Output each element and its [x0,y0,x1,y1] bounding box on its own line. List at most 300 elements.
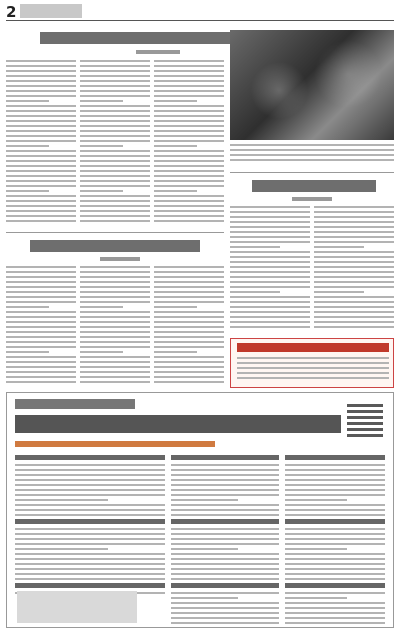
text-line [15,504,165,506]
banner-col-1 [15,455,165,587]
text-line [80,80,150,82]
text-line [285,563,385,565]
text-line [285,528,385,530]
text-line [80,326,150,328]
text-line [80,381,150,383]
text-line [230,149,394,151]
text-line [6,75,76,77]
text-line [80,95,150,97]
text-line [285,578,385,580]
banner-col-3 [285,455,385,615]
text-line [171,622,279,624]
text-line [80,75,150,77]
text-line [80,90,150,92]
text-line [154,150,224,152]
text-line [80,346,150,348]
text-line [6,140,76,142]
text-line [230,271,310,273]
text-line [314,251,394,253]
text-line [154,120,224,122]
text-line [6,286,76,288]
text-line [230,291,280,293]
text-line [80,286,150,288]
text-line [314,236,394,238]
text-line [154,200,224,202]
text-line [6,165,76,167]
text-line [6,326,76,328]
text-line [15,568,165,570]
text-line [15,528,165,530]
text-line [314,216,394,218]
text-line [230,206,310,208]
text-line [6,306,49,308]
text-line [6,115,76,117]
lead-headline [40,32,230,44]
text-line [15,489,165,491]
text-line [80,301,150,303]
text-line [6,381,76,383]
text-line [285,455,385,460]
text-line [230,326,310,328]
text-line [80,195,150,197]
text-line [171,568,279,570]
text-line [171,509,279,511]
text-line [80,220,150,222]
text-line [154,145,197,147]
award-body-col-1 [230,206,310,334]
text-line [80,185,150,187]
text-line [154,266,224,268]
qr-code-icon [347,401,383,437]
text-line [230,301,310,303]
text-line [230,154,394,156]
text-line [314,311,394,313]
ad-title [237,343,389,352]
text-line [285,509,385,511]
text-line [15,474,165,476]
text-line [6,80,76,82]
text-line [230,296,310,298]
text-line [15,563,165,565]
text-line [80,361,150,363]
text-line [6,100,49,102]
lead-byline [136,50,180,54]
text-line [154,160,224,162]
text-line [80,165,150,167]
text-line [171,469,279,471]
text-line [80,100,123,102]
news-photo [230,30,394,140]
text-line [314,296,394,298]
text-line [285,499,347,501]
text-line [171,504,279,506]
text-line [6,215,76,217]
text-line [230,221,310,223]
text-line [80,316,150,318]
text-line [80,200,150,202]
text-line [285,568,385,570]
text-line [80,155,150,157]
text-line [15,583,165,588]
students-body-col-3 [154,266,224,386]
masthead [6,3,394,21]
text-line [171,607,279,609]
text-line [154,210,224,212]
students-body-col-2 [80,266,150,386]
text-line [314,221,394,223]
text-line [314,266,394,268]
text-line [80,115,150,117]
lead-body-col-1 [6,60,76,225]
text-line [171,563,279,565]
text-line [285,543,385,545]
text-line [171,538,279,540]
text-line [6,296,76,298]
text-line [230,226,310,228]
text-line [171,617,279,619]
text-line [230,276,310,278]
text-line [154,135,224,137]
paper-name [0,0,1,1]
text-line [154,140,224,142]
text-line [80,135,150,137]
text-line [171,548,238,550]
text-line [6,155,76,157]
text-line [6,271,76,273]
text-line [154,321,224,323]
text-line [154,125,224,127]
text-line [237,377,389,379]
divider [230,172,394,173]
award-body-col-2 [314,206,394,334]
text-line [80,271,150,273]
text-line [15,514,165,516]
text-line [230,144,394,146]
text-line [154,170,224,172]
text-line [285,484,385,486]
text-line [230,311,310,313]
text-line [80,351,123,353]
text-line [237,372,389,374]
text-line [230,316,310,318]
text-line [6,371,76,373]
text-line [314,321,394,323]
text-line [154,311,224,313]
text-line [80,130,150,132]
text-line [154,291,224,293]
text-line [6,130,76,132]
text-line [314,306,394,308]
text-line [285,489,385,491]
text-line [314,226,394,228]
text-line [6,70,76,72]
text-line [6,331,76,333]
text-line [171,553,279,555]
text-line [80,341,150,343]
text-line [6,120,76,122]
text-line [80,205,150,207]
text-line [15,484,165,486]
text-line [15,494,165,496]
text-line [154,286,224,288]
text-line [154,336,224,338]
text-line [80,276,150,278]
text-line [285,494,385,496]
text-line [6,105,76,107]
text-line [154,105,224,107]
text-line [154,281,224,283]
text-line [171,494,279,496]
text-line [6,185,76,187]
text-line [171,592,279,594]
text-line [80,125,150,127]
text-line [154,341,224,343]
text-line [80,65,150,67]
lead-body-col-3 [154,60,224,225]
banner-col-2 [171,455,279,615]
text-line [154,351,197,353]
text-line [80,190,123,192]
text-line [6,366,76,368]
text-line [230,211,310,213]
text-line [314,326,394,328]
text-line [314,261,394,263]
text-line [154,65,224,67]
text-line [171,464,279,466]
text-line [285,607,385,609]
text-line [285,474,385,476]
text-line [15,469,165,471]
text-line [6,346,76,348]
text-line [230,231,310,233]
text-line [80,266,150,268]
text-line [285,553,385,555]
students-byline [100,257,140,261]
text-line [230,321,310,323]
text-line [6,200,76,202]
text-line [15,538,165,540]
text-line [154,100,197,102]
text-line [15,543,165,545]
text-line [154,95,224,97]
text-line [80,170,150,172]
text-line [80,296,150,298]
text-line [154,346,224,348]
text-line [80,160,150,162]
text-line [171,499,238,501]
text-line [80,180,150,182]
text-line [80,175,150,177]
text-line [80,291,150,293]
text-line [230,286,310,288]
text-line [15,578,165,580]
text-line [230,236,310,238]
text-line [171,543,279,545]
text-line [171,484,279,486]
text-line [80,70,150,72]
text-line [285,558,385,560]
text-line [230,256,310,258]
text-line [285,597,347,599]
text-line [285,519,385,524]
banner-headline [15,415,341,433]
text-line [154,185,224,187]
text-line [6,316,76,318]
text-line [285,548,347,550]
text-line [154,361,224,363]
text-line [6,361,76,363]
text-line [6,170,76,172]
text-line [154,115,224,117]
text-line [6,145,49,147]
text-line [6,341,76,343]
text-line [154,331,224,333]
text-line [285,602,385,604]
ad-body [237,357,389,385]
text-line [285,479,385,481]
text-line [6,321,76,323]
text-line [171,474,279,476]
text-line [285,464,385,466]
text-line [154,316,224,318]
text-line [154,165,224,167]
text-line [15,479,165,481]
text-line [230,261,310,263]
text-line [154,301,224,303]
text-line [285,538,385,540]
text-line [314,246,364,248]
text-line [6,180,76,182]
text-line [171,528,279,530]
text-line [314,271,394,273]
text-line [15,519,165,524]
text-line [6,195,76,197]
text-line [154,190,197,192]
text-line [154,276,224,278]
text-line [6,311,76,313]
text-line [15,573,165,575]
text-line [6,190,49,192]
text-line [285,573,385,575]
text-line [154,220,224,222]
text-line [285,622,385,624]
text-line [171,533,279,535]
text-line [6,336,76,338]
text-line [80,321,150,323]
text-line [171,489,279,491]
page-number: 2 [6,3,17,21]
text-line [154,80,224,82]
text-line [154,371,224,373]
photo-caption [230,144,394,168]
text-line [80,376,150,378]
text-line [6,281,76,283]
text-line [171,558,279,560]
text-line [80,336,150,338]
text-line [154,296,224,298]
text-line [285,592,385,594]
text-line [314,291,364,293]
text-line [6,135,76,137]
text-line [314,241,394,243]
text-line [154,271,224,273]
text-line [154,366,224,368]
banner-kicker [15,399,135,409]
text-line [285,514,385,516]
text-line [80,366,150,368]
text-line [6,110,76,112]
text-line [154,110,224,112]
students-headline [30,240,200,252]
text-line [314,206,394,208]
text-line [171,612,279,614]
text-line [154,326,224,328]
text-line [80,85,150,87]
text-line [6,376,76,378]
text-line [171,602,279,604]
text-line [80,331,150,333]
text-line [230,246,280,248]
text-line [171,597,238,599]
divider [6,232,224,233]
text-line [15,558,165,560]
text-line [171,578,279,580]
text-line [154,306,197,308]
text-line [6,150,76,152]
text-line [6,266,76,268]
text-line [80,306,123,308]
text-line [171,573,279,575]
text-line [154,130,224,132]
text-line [6,291,76,293]
text-line [237,357,389,359]
text-line [6,85,76,87]
text-line [237,367,389,369]
text-line [154,60,224,62]
text-line [314,256,394,258]
text-line [314,316,394,318]
text-line [80,60,150,62]
text-line [6,301,76,303]
text-line [6,351,49,353]
text-line [230,306,310,308]
text-line [230,281,310,283]
text-line [154,205,224,207]
text-line [6,210,76,212]
text-line [285,612,385,614]
text-line [230,266,310,268]
text-line [6,60,76,62]
text-line [15,455,165,460]
text-line [80,281,150,283]
text-line [314,211,394,213]
text-line [314,281,394,283]
text-line [285,533,385,535]
text-line [80,110,150,112]
text-line [154,85,224,87]
text-line [15,533,165,535]
text-line [6,160,76,162]
text-line [154,376,224,378]
text-line [171,519,279,524]
students-body-col-1 [6,266,76,386]
text-line [314,286,394,288]
text-line [15,553,165,555]
text-line [6,95,76,97]
text-line [230,251,310,253]
text-line [80,105,150,107]
text-line [154,215,224,217]
